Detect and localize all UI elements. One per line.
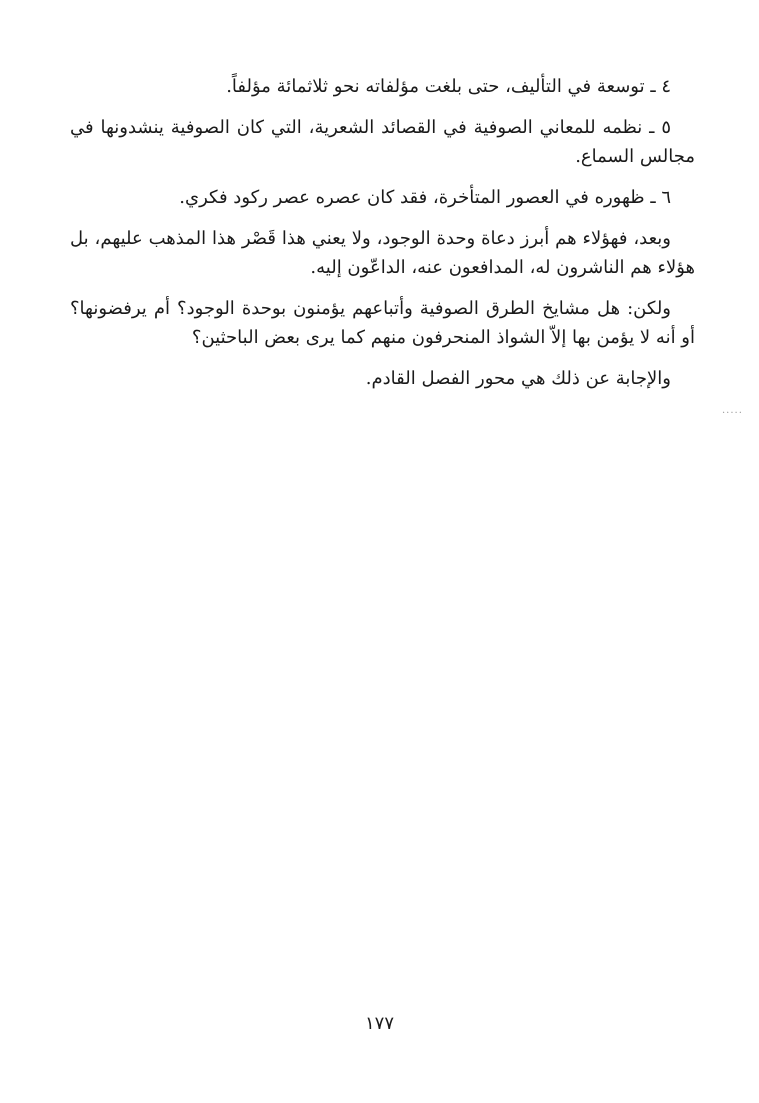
paragraph-question: ولكن: هل مشايخ الطرق الصوفية وأتباعهم يؤمنون بوحدة الوجود؟ أم يرفضونها؟ أو أنه لا يؤمن بها إلاّ الشواذ المنحرفون منهم كما يرى بعض الباحثين؟ [70,298,695,348]
page-body [70,72,695,405]
margin-mark: ..... [722,405,743,416]
paragraph-conclusion: والإجابة عن ذلك هي محور الفصل القادم. [365,368,671,389]
list-item-4: ٤ ـ توسعة في التأليف، حتى بلغت مؤلفاته نحو ثلاثمائة مؤلفاً. [226,76,671,97]
list-item-5: ٥ ـ نظمه للمعاني الصوفية في القصائد الشعرية، التي كان الصوفية ينشدونها في مجالس السماع. [70,117,695,167]
paragraph-summary: وبعد، فهؤلاء هم أبرز دعاة وحدة الوجود، ولا يعني هذا قَصْر هذا المذهب عليهم، بل هؤلاء هم الناشرون له، المدافعون عنه، الداعّون إليه. [70,228,695,278]
page-number: ١٧٧ [364,1013,394,1034]
list-item-6: ٦ ـ ظهوره في العصور المتأخرة، فقد كان عصره عصر ركود فكري. [179,187,671,208]
